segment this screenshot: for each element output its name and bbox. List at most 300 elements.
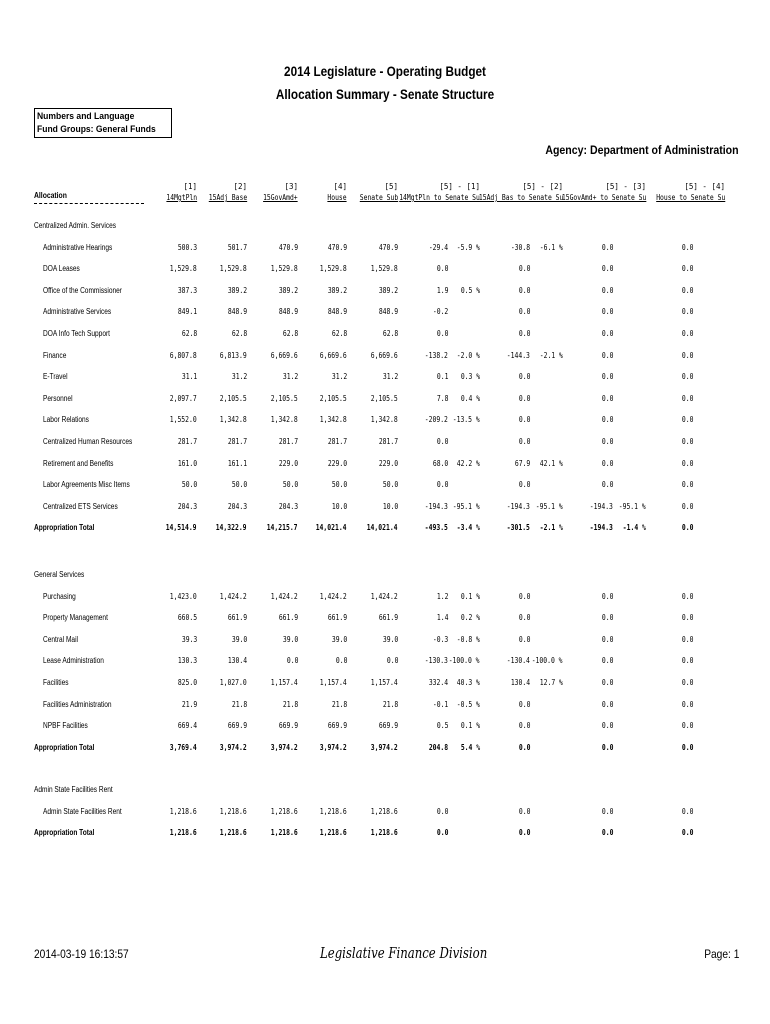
amount-cell: 0.0 [601, 350, 613, 360]
amount-cell: 204.8 [428, 742, 448, 752]
amount-cell: 0.0 [518, 264, 530, 274]
column-header-number: [5] - [3] [605, 182, 646, 191]
amount-cell: 229.0 [278, 458, 298, 468]
amount-cell: 14,514.9 [166, 523, 197, 533]
amount-cell: 161.1 [227, 458, 247, 468]
amount-cell: 14,021.4 [367, 523, 398, 533]
amount-cell: 501.7 [227, 242, 247, 252]
amount-cell: 0.0 [681, 285, 693, 295]
amount-cell: 848.9 [278, 307, 298, 317]
report-timestamp: 2014-03-19 16:13:57 [34, 947, 129, 961]
allocation-name: Administrative Services [43, 307, 112, 317]
amount-cell: 62.8 [231, 329, 247, 338]
amount-cell: 2,097.7 [170, 393, 197, 403]
amount-cell: 161.0 [177, 458, 197, 468]
section-heading: General Services [34, 570, 85, 579]
amount-cell: 0.0 [601, 242, 613, 252]
amount-cell: 130.4 [510, 678, 530, 687]
amount-cell: 0.0 [601, 393, 613, 403]
amount-cell: 0.0 [601, 678, 613, 687]
amount-cell: 1,218.6 [271, 806, 298, 816]
amount-cell: 470.9 [278, 242, 298, 252]
amount-cell: 1,218.6 [371, 806, 398, 816]
amount-cell: 0.0 [681, 523, 693, 533]
fund-group-box [34, 108, 172, 138]
allocation-name: Centralized Human Resources [43, 437, 133, 446]
amount-cell: 1,218.6 [170, 828, 197, 838]
amount-cell: 62.8 [331, 329, 347, 338]
column-header-label: 15Adj Base [208, 193, 247, 202]
amount-cell: 50.0 [282, 480, 298, 490]
amount-cell: 67.9 [514, 458, 530, 468]
amount-cell: 0.1 % [460, 721, 480, 731]
allocation-name: Personnel [43, 393, 73, 403]
amount-cell: 1,424.2 [220, 591, 247, 601]
amount-cell: 669.9 [227, 721, 247, 731]
amount-cell: 0.0 [681, 372, 693, 382]
amount-cell: 0.0 [518, 415, 530, 425]
amount-cell: -144.3 [506, 350, 530, 360]
section-heading: Admin State Facilities Rent [34, 785, 113, 794]
amount-cell: 39.0 [231, 634, 247, 644]
amount-cell: 0.5 % [460, 285, 480, 295]
amount-cell: 40.3 % [456, 678, 480, 687]
amount-cell: -0.2 [432, 307, 448, 317]
amount-cell: 1,027.0 [220, 678, 247, 687]
section-heading: Centralized Admin. Services [34, 221, 117, 230]
amount-cell: 0.0 [681, 742, 693, 752]
amount-cell: 1.4 [436, 613, 448, 623]
amount-cell: -130.3 [424, 656, 448, 666]
amount-cell: 1,157.4 [271, 678, 298, 687]
allocation-name: Property Management [43, 613, 108, 623]
amount-cell: -0.3 [432, 634, 448, 644]
amount-cell: 130.4 [227, 656, 247, 666]
amount-cell: 1,342.8 [320, 415, 347, 425]
amount-cell: 0.2 % [460, 613, 480, 623]
allocation-name: NPBF Facilities [43, 721, 88, 731]
column-header-label: 15GovAmd+ [263, 193, 298, 202]
amount-cell: -194.3 [506, 501, 530, 511]
amount-cell: 0.0 [681, 806, 693, 816]
amount-cell: 825.0 [177, 678, 197, 687]
amount-cell: -0.8 % [456, 634, 480, 644]
agency-label: Agency: Department of Administration [545, 143, 739, 157]
amount-cell: 1,529.8 [320, 264, 347, 274]
amount-cell: 2,105.5 [320, 393, 347, 403]
amount-cell: -2.0 % [456, 350, 480, 360]
amount-cell: 21.8 [282, 699, 298, 709]
amount-cell: -194.3 [424, 501, 448, 511]
amount-cell: 0.0 [601, 828, 613, 838]
amount-cell: 2,105.5 [220, 393, 247, 403]
amount-cell: 661.9 [327, 613, 347, 623]
amount-cell: 31.1 [181, 372, 197, 382]
allocation-name: Facilities [43, 678, 69, 687]
amount-cell: 0.0 [681, 721, 693, 731]
amount-cell: 0.0 [518, 285, 530, 295]
allocation-name: E-Travel [43, 372, 68, 382]
amount-cell: 1,342.8 [371, 415, 398, 425]
amount-cell: 0.0 [601, 721, 613, 731]
amount-cell: 332.4 [428, 678, 448, 687]
amount-cell: 0.0 [518, 393, 530, 403]
amount-cell: 0.0 [681, 264, 693, 274]
amount-cell: 204.3 [278, 501, 298, 511]
amount-cell: 0.3 % [460, 372, 480, 382]
amount-cell: 0.0 [518, 591, 530, 601]
amount-cell: 1,424.2 [371, 591, 398, 601]
column-header-number: [5] [384, 182, 398, 191]
amount-cell: 3,974.2 [320, 742, 347, 752]
fund-box-line1: Numbers and Language [37, 111, 135, 122]
amount-cell: 1.9 [436, 285, 448, 295]
amount-cell: 6,813.9 [220, 350, 247, 360]
amount-cell: 1,218.6 [170, 806, 197, 816]
amount-cell: 31.2 [331, 372, 347, 382]
amount-cell: 12.7 % [539, 678, 563, 687]
amount-cell: 389.2 [278, 285, 298, 295]
amount-cell: 130.3 [177, 656, 197, 666]
amount-cell: -95.1 % [453, 501, 480, 511]
amount-cell: 229.0 [378, 458, 398, 468]
amount-cell: 1,218.6 [220, 806, 247, 816]
amount-cell: 0.5 [436, 721, 448, 731]
amount-cell: 1,218.6 [220, 828, 247, 838]
column-header-number: [3] [284, 182, 298, 191]
column-header-label: 15GovAmd+ to Senate Su [561, 193, 646, 202]
amount-cell: 669.9 [278, 721, 298, 731]
amount-cell: 0.0 [518, 634, 530, 644]
amount-cell: 50.0 [231, 480, 247, 490]
amount-cell: 0.0 [601, 656, 613, 666]
column-header [324, 181, 347, 203]
amount-cell: 0.1 [436, 372, 448, 382]
amount-cell: 0.0 [681, 393, 693, 403]
amount-cell: 1,424.2 [271, 591, 298, 601]
amount-cell: 0.0 [518, 437, 530, 446]
amount-cell: 0.0 [681, 591, 693, 601]
amount-cell: 0.0 [518, 329, 530, 338]
amount-cell: 848.9 [227, 307, 247, 317]
column-header [547, 181, 646, 203]
amount-cell: 3,974.2 [371, 742, 398, 752]
amount-cell: 21.8 [331, 699, 347, 709]
amount-cell: 31.2 [382, 372, 398, 382]
allocation-name: Facilities Administration [43, 699, 112, 709]
amount-cell: 21.9 [181, 699, 197, 709]
amount-cell: 0.0 [601, 634, 613, 644]
amount-cell: 0.0 [386, 656, 398, 666]
amount-cell: 500.3 [177, 242, 197, 252]
amount-cell: 1,218.6 [271, 828, 298, 838]
amount-cell: 0.0 [601, 285, 613, 295]
amount-cell: 0.0 [601, 591, 613, 601]
amount-cell: 62.8 [382, 329, 398, 338]
amount-cell: 14,215.7 [267, 523, 298, 533]
amount-cell: 0.0 [601, 742, 613, 752]
allocation-name: Centralized ETS Services [43, 501, 118, 511]
amount-cell: 3,974.2 [271, 742, 298, 752]
amount-cell: -1.4 % [622, 523, 646, 533]
amount-cell: 0.0 [518, 699, 530, 709]
amount-cell: 1,157.4 [320, 678, 347, 687]
amount-cell: 0.0 [681, 242, 693, 252]
amount-cell: 42.1 % [539, 458, 563, 468]
amount-cell: 0.0 [681, 699, 693, 709]
amount-cell: 0.0 [601, 329, 613, 338]
amount-cell: 0.0 [518, 742, 530, 752]
amount-cell: 0.0 [681, 329, 693, 338]
amount-cell: 50.0 [382, 480, 398, 490]
amount-cell: 5.4 % [460, 742, 480, 752]
amount-cell: 0.0 [436, 264, 448, 274]
amount-cell: 14,021.4 [316, 523, 347, 533]
allocation-header-rule [34, 203, 144, 204]
allocation-name: DOA Info Tech Support [43, 329, 110, 338]
amount-cell: 0.0 [286, 656, 298, 666]
amount-cell: 21.8 [231, 699, 247, 709]
amount-cell: -95.1 % [619, 501, 646, 511]
amount-cell: 6,669.6 [320, 350, 347, 360]
amount-cell: -209.2 [424, 415, 448, 425]
amount-cell: 0.0 [518, 828, 530, 838]
column-header-number: [1] [183, 182, 197, 191]
fund-box-line2: Fund Groups: General Funds [37, 124, 156, 135]
amount-cell: 39.0 [282, 634, 298, 644]
amount-cell: 21.8 [382, 699, 398, 709]
legislative-finance-signature: Legislative Finance Division [320, 944, 488, 962]
amount-cell: 0.0 [601, 264, 613, 274]
amount-cell: -100.0 % [532, 656, 563, 666]
amount-cell: 281.7 [227, 437, 247, 446]
amount-cell: 0.0 [601, 806, 613, 816]
column-header-label: Senate Sub [359, 193, 398, 202]
column-header [202, 181, 247, 203]
amount-cell: 1,529.8 [271, 264, 298, 274]
amount-cell: -0.1 [432, 699, 448, 709]
amount-cell: 6,807.8 [170, 350, 197, 360]
amount-cell: -5.9 % [456, 242, 480, 252]
amount-cell: 1,157.4 [371, 678, 398, 687]
amount-cell: 39.3 [181, 634, 197, 644]
amount-cell: 10.0 [331, 501, 347, 511]
report-subtitle: Allocation Summary - Senate Structure [275, 86, 495, 102]
amount-cell: 849.1 [177, 307, 197, 317]
column-header-number: [5] - [1] [439, 182, 480, 191]
amount-cell: -3.4 % [456, 523, 480, 533]
amount-cell: 1,529.8 [220, 264, 247, 274]
allocation-column-header: Allocation [34, 191, 67, 200]
total-label: Appropriation Total [34, 742, 95, 752]
amount-cell: 0.0 [681, 458, 693, 468]
amount-cell: 0.0 [601, 699, 613, 709]
amount-cell: 7.8 [436, 393, 448, 403]
amount-cell: 470.9 [378, 242, 398, 252]
amount-cell: 39.0 [382, 634, 398, 644]
amount-cell: -301.5 [506, 523, 530, 533]
amount-cell: -194.3 [589, 501, 613, 511]
amount-cell: 1,529.8 [170, 264, 197, 274]
amount-cell: 0.0 [681, 437, 693, 446]
allocation-name: Finance [43, 350, 67, 360]
amount-cell: 0.0 [436, 329, 448, 338]
amount-cell: 0.0 [436, 828, 448, 838]
column-header-label: 14MgtPln to Senate Su [399, 193, 480, 202]
amount-cell: 0.0 [601, 415, 613, 425]
amount-cell: -13.5 % [453, 415, 480, 425]
amount-cell: 281.7 [378, 437, 398, 446]
amount-cell: 669.9 [327, 721, 347, 731]
amount-cell: -2.1 % [539, 350, 563, 360]
amount-cell: 1,424.2 [320, 591, 347, 601]
column-header-label: 14MgtPln [166, 193, 197, 202]
total-label: Appropriation Total [34, 523, 95, 533]
amount-cell: 10.0 [382, 501, 398, 511]
amount-cell: 68.0 [432, 458, 448, 468]
amount-cell: -194.3 [589, 523, 613, 533]
amount-cell: 31.2 [282, 372, 298, 382]
column-header [161, 181, 197, 203]
amount-cell: 0.0 [518, 372, 530, 382]
column-header-label: House [327, 193, 347, 202]
amount-cell: 0.0 [681, 656, 693, 666]
amount-cell: 1,552.0 [170, 415, 197, 425]
amount-cell: 1,218.6 [371, 828, 398, 838]
amount-cell: 0.0 [601, 480, 613, 490]
amount-cell: 0.0 [681, 350, 693, 360]
report-title: 2014 Legislature - Operating Budget [284, 63, 486, 79]
amount-cell: -95.1 % [536, 501, 563, 511]
amount-cell: 1,342.8 [271, 415, 298, 425]
amount-cell: 281.7 [327, 437, 347, 446]
amount-cell: 281.7 [177, 437, 197, 446]
amount-cell: -493.5 [424, 523, 448, 533]
amount-cell: 2,105.5 [271, 393, 298, 403]
amount-cell: 204.3 [177, 501, 197, 511]
amount-cell: 0.0 [681, 307, 693, 317]
amount-cell: 0.0 [681, 678, 693, 687]
amount-cell: 14,322.9 [216, 523, 247, 533]
amount-cell: 2,105.5 [371, 393, 398, 403]
amount-cell: 0.0 [681, 501, 693, 511]
amount-cell: -2.1 % [539, 523, 563, 533]
allocation-name: Central Mail [43, 634, 79, 644]
allocation-name: Lease Administration [43, 656, 104, 666]
amount-cell: 660.5 [177, 613, 197, 623]
amount-cell: -130.4 [506, 656, 530, 666]
amount-cell: 3,974.2 [220, 742, 247, 752]
amount-cell: 50.0 [331, 480, 347, 490]
amount-cell: -29.4 [428, 242, 448, 252]
allocation-name: Labor Relations [43, 415, 89, 425]
amount-cell: -30.8 [510, 242, 530, 252]
amount-cell: 31.2 [231, 372, 247, 382]
amount-cell: 229.0 [327, 458, 347, 468]
amount-cell: 0.4 % [460, 393, 480, 403]
amount-cell: -138.2 [424, 350, 448, 360]
amount-cell: 42.2 % [456, 458, 480, 468]
amount-cell: 0.0 [518, 806, 530, 816]
amount-cell: 389.2 [227, 285, 247, 295]
amount-cell: 0.0 [681, 415, 693, 425]
amount-cell: 1,218.6 [320, 828, 347, 838]
amount-cell: 62.8 [181, 329, 197, 338]
amount-cell: 0.1 % [460, 591, 480, 601]
allocation-name: Office of the Commissioner [43, 285, 123, 295]
amount-cell: 0.0 [518, 480, 530, 490]
amount-cell: 50.0 [181, 480, 197, 490]
amount-cell: 0.0 [601, 437, 613, 446]
allocation-name: Purchasing [43, 591, 76, 601]
amount-cell: 669.9 [378, 721, 398, 731]
column-header-number: [2] [233, 182, 247, 191]
page-number: Page: 1 [703, 947, 739, 961]
amount-cell: 0.0 [436, 806, 448, 816]
amount-cell: 0.0 [681, 613, 693, 623]
amount-cell: -100.0 % [449, 656, 480, 666]
amount-cell: 3,769.4 [170, 742, 197, 752]
column-header [257, 181, 298, 203]
column-header-label: 15Adj Bas to Senate Su [478, 193, 563, 202]
allocation-name: Labor Agreements Misc Items [43, 480, 130, 490]
amount-cell: 848.9 [378, 307, 398, 317]
amount-cell: 387.3 [177, 285, 197, 295]
amount-cell: -0.5 % [456, 699, 480, 709]
amount-cell: 62.8 [282, 329, 298, 338]
amount-cell: 389.2 [327, 285, 347, 295]
amount-cell: 1,529.8 [371, 264, 398, 274]
amount-cell: 389.2 [378, 285, 398, 295]
amount-cell: 0.0 [335, 656, 347, 666]
amount-cell: 0.0 [601, 372, 613, 382]
allocation-name: Administrative Hearings [43, 242, 113, 252]
amount-cell: 1,218.6 [320, 806, 347, 816]
amount-cell: 0.0 [601, 613, 613, 623]
column-header-number: [5] - [2] [522, 182, 563, 191]
amount-cell: 0.0 [681, 828, 693, 838]
allocation-name: DOA Leases [43, 264, 80, 274]
amount-cell: 0.0 [518, 721, 530, 731]
amount-cell: 1,342.8 [220, 415, 247, 425]
column-header-label: House to Senate Su [655, 193, 725, 202]
amount-cell: 281.7 [278, 437, 298, 446]
column-header [644, 181, 725, 203]
amount-cell: 6,669.6 [271, 350, 298, 360]
amount-cell: 0.0 [601, 307, 613, 317]
column-header-number: [4] [333, 182, 347, 191]
column-header-number: [5] - [4] [684, 182, 725, 191]
allocation-name: Retirement and Benefits [43, 458, 114, 468]
amount-cell: 669.4 [177, 721, 197, 731]
amount-cell: -6.1 % [539, 242, 563, 252]
amount-cell: 0.0 [681, 634, 693, 644]
amount-cell: 204.3 [227, 501, 247, 511]
amount-cell: 1.2 [436, 591, 448, 601]
amount-cell: 1,423.0 [170, 591, 197, 601]
amount-cell: 39.0 [331, 634, 347, 644]
amount-cell: 0.0 [436, 437, 448, 446]
amount-cell: 661.9 [278, 613, 298, 623]
amount-cell: 661.9 [227, 613, 247, 623]
amount-cell: 0.0 [518, 307, 530, 317]
amount-cell: 0.0 [436, 480, 448, 490]
amount-cell: 0.0 [518, 613, 530, 623]
allocation-name: Admin State Facilities Rent [43, 806, 122, 816]
amount-cell: 6,669.6 [371, 350, 398, 360]
amount-cell: 0.0 [601, 458, 613, 468]
amount-cell: 848.9 [327, 307, 347, 317]
